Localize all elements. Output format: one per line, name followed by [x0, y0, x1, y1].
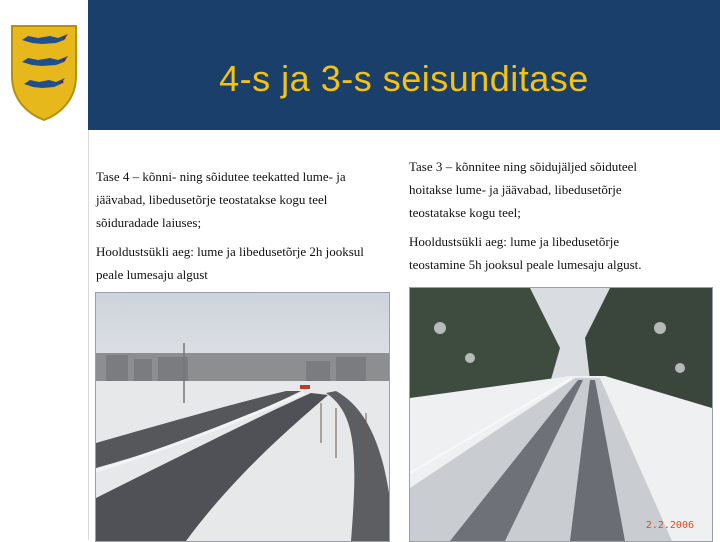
left-paragraph-level: Tase 4 – kõnni- ning sõidutee teekatted lume- ja jäävabad, libedusetõrje teostatakse kogu teel sõiduradade laiuses; [96, 169, 346, 230]
right-paragraph-cycle: Hooldustsükli aeg: lume ja libedusetõrje teostamine 5h jooksul peale lumesaju algust. [409, 234, 642, 272]
winter-highway-photo [95, 292, 390, 542]
winter-road-forest-photo [409, 287, 713, 542]
slide-title: 4-s ja 3-s seisunditase [219, 58, 589, 99]
estonian-coat-of-arms-icon [8, 20, 80, 124]
right-paragraph-level: Tase 3 – kõnnitee ning sõidujäljed sõiduteel hoitakse lume- ja jäävabad, libedusetõrje teostatakse kogu teel; [409, 159, 637, 220]
right-description [409, 155, 659, 282]
sidebar [0, 0, 89, 540]
left-description [96, 165, 376, 292]
title-bar [88, 0, 720, 130]
photo-datestamp: 2.2.2006 [645, 520, 694, 531]
left-paragraph-cycle: Hooldustsükli aeg: lume ja libedusetõrje 2h jooksul peale lumesaju algust [96, 244, 364, 282]
